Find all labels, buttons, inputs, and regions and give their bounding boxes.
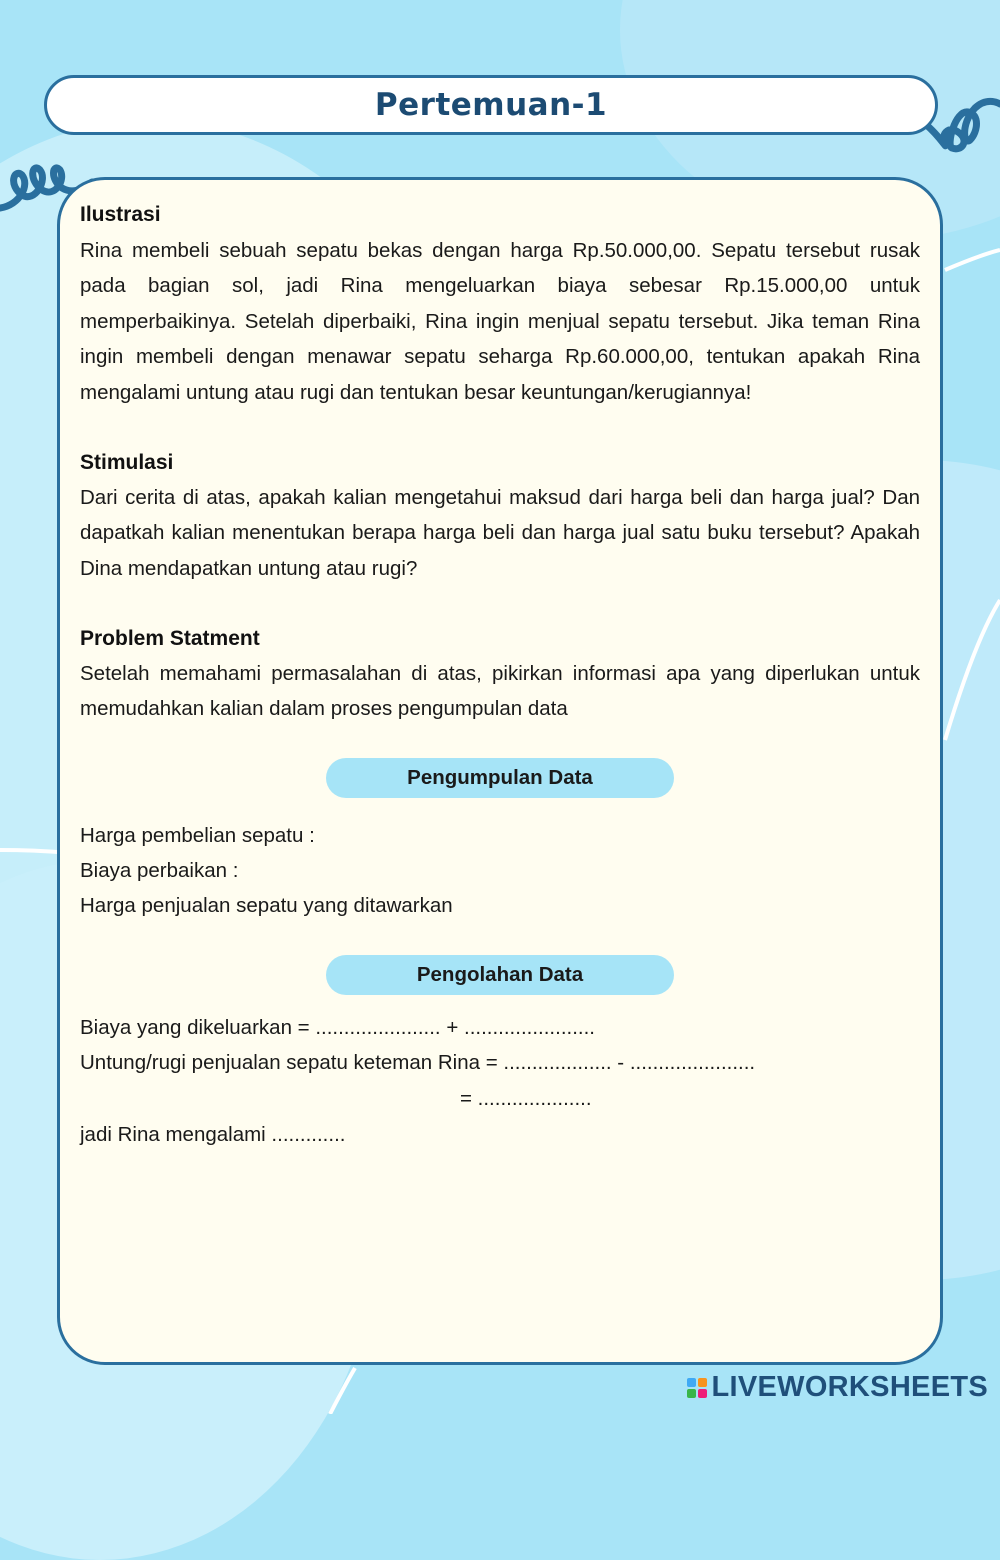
problem-text: Setelah memahami permasalahan di atas, pikirkan informasi apa yang diperlukan untuk memudahkan kalian dalam proses pengumpulan data: [80, 662, 920, 721]
brand-name: LIVEWORKSHEETS: [711, 1371, 988, 1403]
pengolahan-line: jadi Rina mengalami .............: [80, 1123, 346, 1146]
pengumpulan-line: Harga penjualan sepatu yang ditawarkan: [80, 894, 453, 917]
stimulasi-heading: Stimulasi: [80, 451, 174, 474]
page-title-banner: [44, 75, 938, 135]
pengolahan-line: Untung/rugi penjualan sepatu keteman Rina = ................... - ......................: [80, 1051, 756, 1074]
pengolahan-data-heading: Pengolahan Data: [326, 955, 674, 995]
liveworksheets-logo-icon: [687, 1378, 707, 1398]
pengumpulan-line: Biaya perbaikan :: [80, 859, 239, 882]
page-title: Pertemuan-1: [374, 87, 608, 123]
liveworksheets-brand: [687, 1371, 989, 1404]
problem-heading: Problem Statment: [80, 627, 260, 650]
ilustrasi-text: Rina membeli sebuah sepatu bekas dengan harga Rp.50.000,00. Sepatu tersebut rusak pada bagian sol, jadi Rina mengeluarkan biaya sebesar Rp.15.000,00 untuk memperbaikinya. Setelah diperbaiki, Rina ingin menjual sepatu tersebut. Jika teman Rina ingin membeli dengan menawar sepatu seharga Rp.60.000,00, tentukan apakah Rina mengalami untung atau rugi dan tentukan besar keuntungan/kerugiannya!: [80, 239, 920, 404]
pengolahan-line: = ....................: [460, 1087, 592, 1110]
ilustrasi-heading: Ilustrasi: [80, 203, 161, 226]
pengumpulan-line: Harga pembelian sepatu :: [80, 824, 315, 847]
pengolahan-line: Biaya yang dikeluarkan = ...................... + .......................: [80, 1016, 595, 1039]
pengumpulan-data-heading: Pengumpulan Data: [326, 758, 674, 798]
stimulasi-text: Dari cerita di atas, apakah kalian mengetahui maksud dari harga beli dan harga jual? Dan dapatkah kalian menentukan berapa harga beli dan harga jual satu buku tersebut? Apakah Dina mendapatkan untung atau rugi?: [80, 486, 920, 580]
